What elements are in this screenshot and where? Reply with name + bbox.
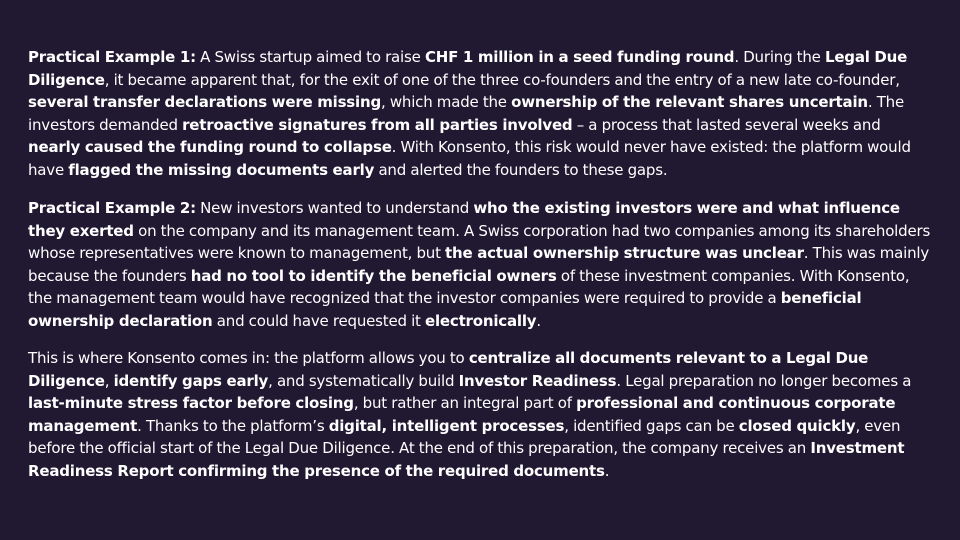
bold-text-segment: Investment Readiness Report confirming the presence of the required documents xyxy=(28,439,905,480)
text-segment: on the company and its management team. A Swiss corporation had two companies among its shareholders whose representatives were known to management, but xyxy=(28,221,931,262)
bold-text-segment: professional and continuous corporate management xyxy=(28,394,896,435)
bold-text-segment: digital, intelligent processes xyxy=(328,416,565,435)
text-segment: . This was mainly because the founders xyxy=(28,244,930,285)
paragraph-example-1 xyxy=(28,46,936,181)
text-segment: of these investment companies. With Konsento, the management team would have recognized that the investor companies were required to provide a xyxy=(28,266,910,307)
text-segment: A Swiss startup aimed to raise xyxy=(195,48,425,66)
bold-text-segment: the actual ownership structure was unclear xyxy=(445,244,804,262)
text-segment: , it became apparent that, for the exit of one of the three co-founders and the entry of a new late co-founder, xyxy=(104,70,900,89)
bold-text-segment: Practical Example 2: xyxy=(28,199,196,217)
text-segment: – a process that lasted several weeks and xyxy=(572,115,881,134)
bold-text-segment: last-minute stress factor before closing xyxy=(28,394,354,412)
text-segment: . The investors demanded xyxy=(28,93,905,134)
paragraph-example-2 xyxy=(28,197,936,332)
text-segment: . xyxy=(536,311,541,330)
text-segment: . xyxy=(604,461,610,480)
bold-text-segment: identify gaps early xyxy=(113,371,269,390)
bold-text-segment: who the existing investors were and what influence they exerted xyxy=(28,199,900,240)
text-segment: This is where Konsento comes in: the platform allows you to xyxy=(28,349,469,367)
text-segment: and alerted the founders to these gaps. xyxy=(374,160,668,179)
text-segment: , and systematically build xyxy=(268,371,459,390)
bold-text-segment: nearly caused the funding round to collapse xyxy=(28,138,392,156)
paragraph-konsento-summary xyxy=(28,347,936,482)
bold-text-segment: ownership of the relevant shares uncertain xyxy=(511,93,868,111)
bold-text-segment: Practical Example 1: xyxy=(28,48,196,66)
bold-text-segment: electronically xyxy=(425,311,537,330)
bold-text-segment: centralize all documents relevant to a Legal Due Diligence xyxy=(28,349,869,390)
bold-text-segment: several transfer declarations were missing xyxy=(28,93,381,111)
text-segment: , even before the official start of the Legal Due Diligence. At the end of this preparation, the company receives an xyxy=(28,416,901,457)
bold-text-segment: flagged the missing documents early xyxy=(68,160,375,179)
text-segment: , xyxy=(104,371,114,390)
text-segment: . Legal preparation no longer becomes a xyxy=(616,371,912,390)
bold-text-segment: had no tool to identify the beneficial owners xyxy=(190,266,557,285)
text-segment: , but rather an integral part of xyxy=(353,394,577,412)
text-segment: , which made the xyxy=(381,93,512,111)
text-segment: and could have requested it xyxy=(212,311,425,330)
text-segment: . Thanks to the platform’s xyxy=(137,416,329,435)
bold-text-segment: CHF 1 million in a seed funding round xyxy=(424,48,735,66)
bold-text-segment: Legal Due Diligence xyxy=(28,48,908,89)
text-segment: . During the xyxy=(734,48,825,66)
bold-text-segment: beneficial ownership declaration xyxy=(28,289,862,330)
bold-text-segment: retroactive signatures from all parties involved xyxy=(182,115,573,134)
text-segment: New investors wanted to understand xyxy=(195,199,474,217)
bold-text-segment: Investor Readiness xyxy=(458,371,617,390)
text-segment: . With Konsento, this risk would never have existed: the platform would have xyxy=(28,138,911,179)
bold-text-segment: closed quickly xyxy=(738,416,856,435)
text-segment: , identified gaps can be xyxy=(564,416,739,435)
